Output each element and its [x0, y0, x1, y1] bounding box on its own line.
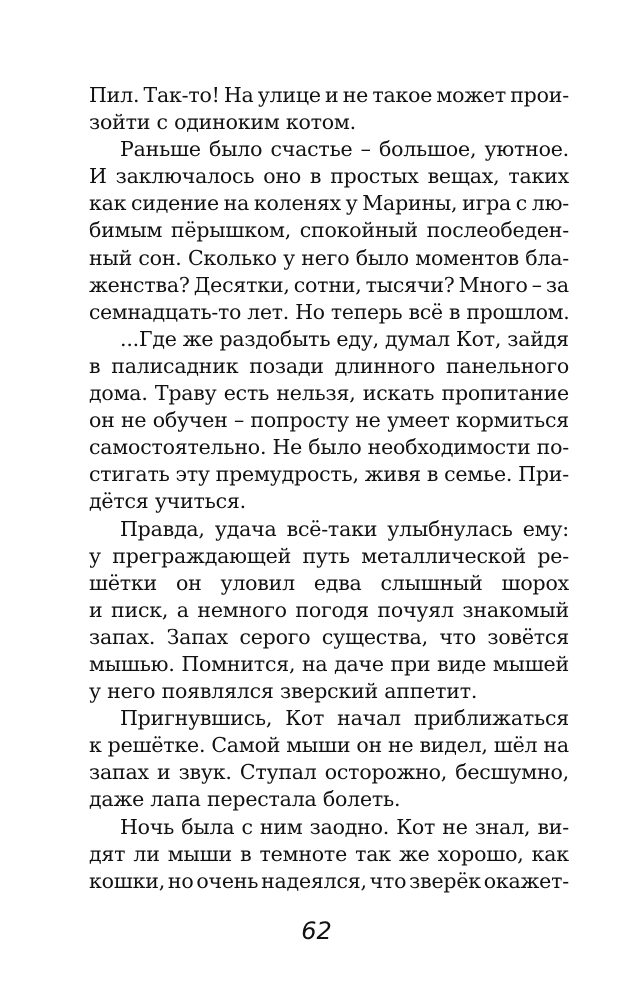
word: Запах: [166, 624, 229, 649]
word: к: [89, 733, 102, 758]
word: по-: [536, 435, 569, 460]
word: сотни,: [293, 272, 362, 297]
word: погодя: [295, 597, 369, 622]
word: очень: [196, 868, 259, 893]
word: запах.: [89, 624, 156, 649]
text-line: [89, 570, 569, 597]
word: пропитание: [441, 381, 569, 406]
word: темноте: [259, 841, 347, 866]
word: он: [356, 733, 382, 758]
word: –: [531, 272, 542, 297]
word: серого: [239, 624, 311, 649]
word: Раньше: [120, 137, 201, 162]
word: вещах,: [427, 164, 500, 189]
word: искать: [362, 381, 435, 406]
word: Помнится,: [181, 651, 296, 676]
word: ему:: [522, 516, 569, 541]
word: на: [301, 651, 328, 676]
word: Марины,: [362, 191, 458, 216]
word: у: [345, 191, 358, 216]
word: женства?: [89, 272, 190, 297]
text-line: [89, 434, 569, 461]
word: Траву: [154, 381, 217, 406]
word: есть: [223, 381, 270, 406]
word: панельного: [446, 353, 569, 378]
text-line: [89, 732, 569, 759]
text-line: даже лапа перестала болеть.: [89, 787, 401, 812]
word: как: [531, 841, 569, 866]
word: не: [120, 408, 147, 433]
word: осторожно,: [324, 760, 448, 785]
text-line: семнадцать-то лет. Но теперь всё в прошлом.: [89, 299, 570, 324]
text-line: дётся учиться.: [89, 489, 246, 514]
word: обучен: [152, 408, 228, 433]
word: уютное.: [484, 137, 569, 162]
word: начал: [337, 706, 401, 731]
word: зовётся: [487, 624, 569, 649]
word: живя: [364, 462, 421, 487]
word: знал,: [474, 814, 531, 839]
word: кошки,: [89, 868, 166, 893]
page-number: 62: [301, 917, 332, 945]
word: не: [342, 83, 369, 107]
text-line: у него появлялся зверский аппетит.: [89, 679, 478, 704]
word: он: [175, 570, 202, 595]
word: и: [156, 760, 171, 785]
word: Не: [272, 435, 303, 460]
word: попросту: [250, 408, 349, 433]
word: он: [89, 408, 115, 433]
word: было: [308, 435, 362, 460]
word: тысячи?: [365, 272, 455, 297]
text-line: [89, 380, 569, 407]
word: было: [209, 137, 263, 162]
word: Ночь: [120, 814, 175, 839]
text-line: [89, 190, 569, 217]
word: ним: [259, 814, 303, 839]
word: бесшумно,: [455, 760, 569, 785]
word: Ступал: [239, 760, 317, 785]
word: мыши: [167, 841, 232, 866]
word: длинного: [334, 353, 436, 378]
word: палисадник: [111, 353, 239, 378]
word: эту: [175, 462, 210, 487]
word: с: [241, 814, 253, 839]
word: за: [545, 272, 569, 297]
word: Кот,: [455, 326, 502, 351]
word: кормиться: [455, 408, 569, 433]
word: удача: [214, 516, 277, 541]
word: улыбнулась: [387, 516, 513, 541]
word: немного: [197, 597, 287, 622]
word: самостоятельно.: [89, 435, 267, 460]
word: ...Где: [120, 326, 177, 351]
word: ли: [133, 841, 160, 866]
text-line: [89, 705, 569, 732]
word: еду,: [336, 326, 379, 351]
word: шётки: [89, 570, 158, 595]
word: На: [223, 83, 254, 107]
text-line: [89, 326, 569, 353]
text-line: [89, 461, 569, 488]
word: даче: [334, 651, 384, 676]
text-line: [89, 245, 569, 272]
word: премудрость,: [215, 462, 359, 487]
word: может: [436, 83, 506, 107]
word: Много: [458, 272, 528, 297]
word: дома.: [89, 381, 148, 406]
text-line: [89, 272, 569, 299]
word: не: [388, 733, 414, 758]
word: виде: [437, 651, 487, 676]
word: знакомый: [462, 597, 569, 622]
word: и: [325, 83, 339, 107]
word: спокойный: [299, 218, 418, 243]
word: существа,: [321, 624, 428, 649]
word: игра: [462, 191, 512, 216]
word: уловил: [220, 570, 295, 595]
word: мышей: [492, 651, 569, 676]
word: Самой: [211, 733, 281, 758]
word: преграждающей: [112, 543, 292, 568]
text-line: [89, 543, 569, 570]
word: в: [309, 164, 322, 189]
word: ре-: [537, 543, 569, 568]
word: не: [442, 814, 468, 839]
text-line: зойти с одиноким котом.: [89, 110, 356, 135]
word: была: [181, 814, 235, 839]
text-line: [89, 759, 569, 786]
word: ви-: [537, 814, 569, 839]
text-line: [89, 217, 569, 244]
word: шёл: [493, 733, 538, 758]
text-line: [89, 651, 569, 678]
word: так: [355, 841, 391, 866]
word: не: [355, 408, 381, 433]
word: нельзя,: [276, 381, 356, 406]
word: писк,: [111, 597, 169, 622]
word: в: [426, 462, 439, 487]
word: сидение: [130, 191, 219, 216]
word: такое: [372, 83, 433, 107]
word: в: [89, 353, 101, 378]
word: простых: [330, 164, 419, 189]
word: шорох: [501, 570, 569, 595]
word: коленях: [253, 191, 341, 216]
word: таких: [508, 164, 569, 189]
text-line: [89, 814, 569, 841]
word: оно: [263, 164, 301, 189]
word: Десятки,: [193, 272, 290, 297]
word: но: [167, 868, 194, 893]
word: зверёк: [409, 868, 481, 893]
word: мыши: [286, 733, 351, 758]
word: надеялся,: [261, 868, 367, 893]
word: моментов: [415, 245, 519, 270]
text-line: [89, 136, 569, 163]
word: при: [390, 651, 431, 676]
word: же: [398, 841, 430, 866]
word: семье.: [444, 462, 513, 487]
word: дят: [89, 841, 126, 866]
word: позади: [249, 353, 324, 378]
word: Сколько: [187, 245, 277, 270]
word: Правда,: [120, 516, 205, 541]
text-line: [89, 841, 569, 868]
word: При-: [518, 462, 569, 487]
word: в: [240, 841, 252, 866]
body-text: [89, 82, 569, 895]
word: у: [283, 245, 295, 270]
word: видел,: [419, 733, 488, 758]
word: –: [234, 408, 245, 433]
text-line: [89, 516, 569, 543]
word: И: [89, 164, 107, 189]
word: у: [89, 543, 101, 568]
word: же: [182, 326, 214, 351]
word: было: [355, 245, 409, 270]
word: запах: [89, 760, 149, 785]
word: улице: [257, 83, 321, 107]
word: умеет: [386, 408, 450, 433]
word: что: [439, 624, 476, 649]
word: заключалось: [115, 164, 255, 189]
word: послеобеден-: [426, 218, 569, 243]
word: Кот: [285, 706, 325, 731]
text-line: [89, 868, 569, 895]
word: Кот: [396, 814, 436, 839]
word: на: [223, 191, 250, 216]
word: ный: [89, 245, 133, 270]
word: а: [176, 597, 189, 622]
word: необходимости: [367, 435, 531, 460]
word: с: [515, 191, 528, 216]
word: раздобыть: [219, 326, 331, 351]
word: Пил.: [89, 83, 140, 107]
word: едва: [313, 570, 362, 595]
word: что: [369, 868, 407, 893]
word: путь: [302, 543, 350, 568]
word: Пригнувшись,: [120, 706, 273, 731]
word: мышью.: [89, 651, 175, 676]
word: стигать: [89, 462, 170, 487]
word: пёрышком,: [170, 218, 292, 243]
text-line: [89, 624, 569, 651]
word: на: [543, 733, 569, 758]
word: большое,: [378, 137, 477, 162]
word: окажет-: [483, 868, 569, 893]
text-line: [89, 353, 569, 380]
word: счастье: [270, 137, 353, 162]
word: сон.: [138, 245, 182, 270]
word: и: [89, 597, 103, 622]
word: почуял: [377, 597, 454, 622]
word: –: [360, 137, 371, 162]
word: звук.: [178, 760, 232, 785]
text-line: [89, 597, 569, 624]
word: приближаться: [413, 706, 569, 731]
word: как: [89, 191, 127, 216]
word: Так-то!: [143, 83, 220, 107]
word: решётке.: [107, 733, 206, 758]
text-line: [89, 82, 569, 109]
word: заодно.: [309, 814, 390, 839]
word: зайдя: [507, 326, 569, 351]
word: металлической: [361, 543, 526, 568]
word: лю-: [531, 191, 569, 216]
word: прои-: [510, 83, 569, 107]
word: бимым: [89, 218, 163, 243]
word: бла-: [525, 245, 569, 270]
text-line: [89, 407, 569, 434]
word: всё-таки: [286, 516, 378, 541]
word: слышный: [380, 570, 483, 595]
text-line: [89, 163, 569, 190]
word: хорошо,: [437, 841, 524, 866]
word: него: [301, 245, 350, 270]
word: думал: [385, 326, 450, 351]
